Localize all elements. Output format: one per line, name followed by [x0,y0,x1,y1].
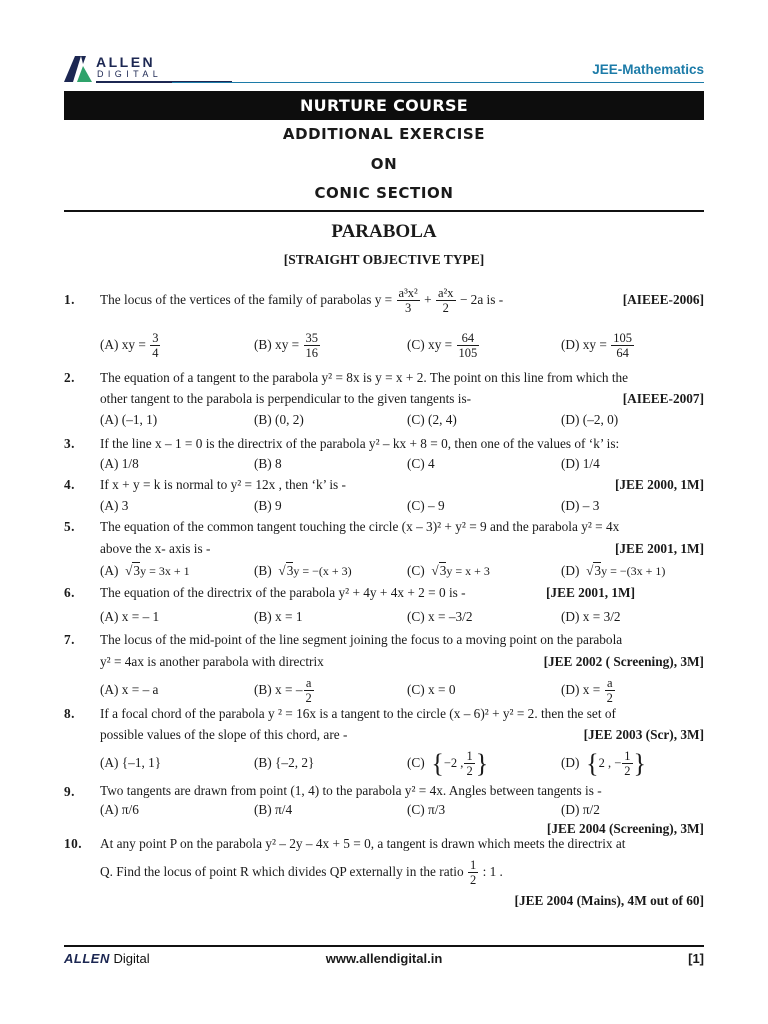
q5-option-d: (D) √3y = −(3x + 1) [561,563,666,578]
q1-fraction-1: $\frac{\text{a³x²}}{3}$ [398,286,418,316]
q4-option-c: (C) – 9 [407,498,445,513]
q6-exam-tag: [JEE 2001, 1M] [546,585,636,600]
q1-plus: + [424,292,432,307]
q8-option-b: (B) {–2, 2} [254,755,315,770]
q2-option-b: (B) (0, 2) [254,412,304,427]
q8-option-d: (D) {2 , − $\frac{1}{2}$ } [561,748,647,779]
q9-options [100,800,704,819]
q7-text-line-2: y² = 4ax is another parabola with directrix [100,654,324,669]
q5-option-a: (A) √3y = 3x + 1 [100,563,190,578]
footer-rule [64,945,704,947]
q6-text-line-1: The equation of the directrix of the parabola y² + 4y + 4x + 2 = 0 is - [100,585,466,600]
q2-option-a: (A) (–1, 1) [100,412,158,427]
q5-exam-tag: [JEE 2001, 1M] [614,541,704,556]
q8-options [100,745,704,781]
q7-text-line-1: The locus of the mid-point of the line segment joining the focus to a moving point on the parabola [100,632,623,647]
question-number: 10. [64,836,83,851]
q9-option-a: (A) π/6 [100,802,139,817]
q2-text-line-1: The equation of a tangent to the parabola y² = 8x is y = x + 2. The point on this line from which the [100,370,629,385]
logo-brand-bottom: DIGITAL [97,69,163,79]
q1-exam-tag: [AIEEE-2006] [622,292,704,307]
q3-option-d: (D) 1/4 [561,456,600,471]
q3-option-b: (B) 8 [254,456,282,471]
allen-logo-icon [64,56,92,82]
q10-ratio-fraction: $\frac{1}{2}$ [469,858,477,888]
subject-label: JEE-Mathematics [592,62,704,77]
q6-option-d: (D) x = 3/2 [561,609,621,624]
footer-url: www.allendigital.in [325,951,443,966]
q10-exam-tag: [JEE 2004 (Mains), 4M out of 60] [514,893,704,908]
q10-text-line-2: Q. Find the locus of point R which divides QP externally in the ratio [100,864,464,879]
question-number: 9. [64,784,75,799]
logo-brand-top: ALLEN [96,54,156,70]
q1-fraction-2: $\frac{\text{a²x}}{2}$ [437,286,454,316]
q2-exam-tag: [AIEEE-2007] [622,391,704,406]
q1-option-a: (A) xy = $\frac{3}{4}$ [100,331,159,361]
title-rule [64,210,704,212]
question-number: 4. [64,477,75,492]
q1-option-b: (B) xy = $\frac{35}{16}$ [254,331,318,361]
q5-text-line-1: The equation of the common tangent touching the circle (x – 3)² + y² = 9 and the parabola y² = 4x [100,519,620,534]
question-number: 7. [64,632,75,647]
title-line-1: ADDITIONAL EXERCISE [282,125,486,143]
q2-option-c: (C) (2, 4) [407,412,457,427]
q4-text-line-1: If x + y = k is normal to y² = 12x , then ‘k’ is - [100,477,346,492]
q7-options [100,673,704,707]
q10-text-end: : 1 . [482,864,503,879]
course-banner: NURTURE COURSE [64,91,704,120]
q1-text: The locus of the vertices of the family of parabolas y = [100,292,393,307]
q3-options [100,454,704,474]
q8-exam-tag: [JEE 2003 (Scr), 3M] [583,727,704,742]
allen-digital-logo [64,54,174,84]
q9-option-c: (C) π/3 [407,802,446,817]
q2-text-line-2: other tangent to the parabola is perpendicular to the given tangents is- [100,391,472,406]
q9-exam-tag: [JEE 2004 (Screening), 3M] [546,821,704,836]
q1-options [100,329,704,361]
question-number: 2. [64,370,75,385]
q3-option-c: (C) 4 [407,456,435,471]
q8-text-line-2: possible values of the slope of this chord, are - [100,727,348,742]
q1-option-d: (D) xy = $\frac{105}{64}$ [561,331,632,361]
q6-option-c: (C) x = –3/2 [407,609,473,624]
q7-option-a: (A) x = – a [100,682,159,697]
q5-option-b: (B) √3y = −(x + 3) [254,563,352,578]
title-line-3: CONIC SECTION [314,184,454,202]
q5-text-line-2: above the x- axis is - [100,541,211,556]
question-number: 1. [64,292,75,307]
q8-option-c: (C) {−2 , $\frac{1}{2}$ } [407,748,489,779]
q8-option-a: (A) {–1, 1} [100,755,162,770]
section-heading: PARABOLA [331,221,437,242]
section-type: [STRAIGHT OBJECTIVE TYPE] [283,252,485,267]
q2-option-d: (D) (–2, 0) [561,412,619,427]
question-number: 5. [64,519,75,534]
q10-text-line-1: At any point P on the parabola y² – 2y – 4x + 5 = 0, a tangent is drawn which meets the directrix at [100,836,626,851]
q3-option-a: (A) 1/8 [100,456,139,471]
q4-option-d: (D) – 3 [561,498,600,513]
header-divider [172,82,704,83]
q7-option-d: (D) x = $\frac{a}{2}$ [561,676,613,706]
title-line-2: ON [370,155,398,173]
q7-option-c: (C) x = 0 [407,682,456,697]
q4-option-a: (A) 3 [100,498,129,513]
q1-text-end: − 2a is - [459,292,504,307]
q6-option-a: (A) x = – 1 [100,609,160,624]
q7-option-b: (B) x = – $\frac{a}{2}$ [254,676,312,706]
q1-option-c: (C) xy = $\frac{64}{105}$ [407,331,478,361]
q6-options [100,606,704,627]
q4-option-b: (B) 9 [254,498,282,513]
q3-text-line-1: If the line x – 1 = 0 is the directrix of the parabola y² – kx + 8 = 0, then one of the values of ‘k’ is: [100,436,620,451]
q2-options [100,409,704,430]
q7-exam-tag: [JEE 2002 ( Screening), 3M] [543,654,704,669]
page-number: [1] [688,951,704,966]
q9-option-d: (D) π/2 [561,802,600,817]
question-number: 3. [64,436,75,451]
q5-option-c: (C) √3y = x + 3 [407,563,490,578]
question-number: 8. [64,706,75,721]
q4-exam-tag: [JEE 2000, 1M] [614,477,704,492]
footer-brand: ALLEN Digital [64,951,150,966]
q9-option-b: (B) π/4 [254,802,293,817]
q4-options [100,495,704,516]
q5-options [100,560,704,581]
q8-text-line-1: If a focal chord of the parabola y ² = 16x is a tangent to the circle (x – 6)² + y² = 2. then the set of [100,706,616,721]
q6-option-b: (B) x = 1 [254,609,303,624]
question-number: 6. [64,585,75,600]
q9-text-line-1: Two tangents are drawn from point (1, 4) to the parabola y² = 4x. Angles between tangents is - [100,783,602,798]
